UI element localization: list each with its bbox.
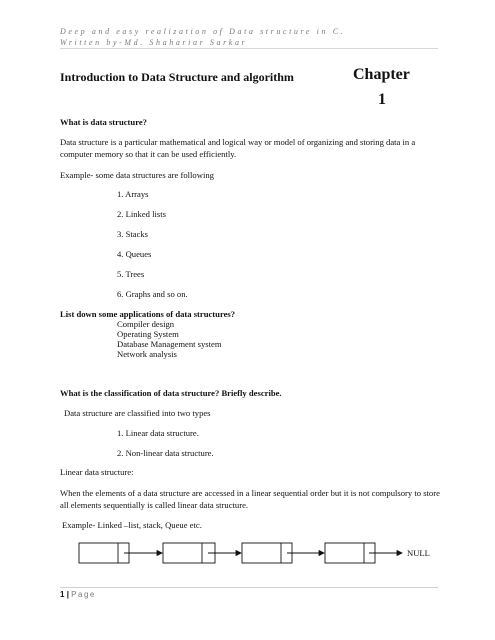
ds-list-item: 6. Graphs and so on. xyxy=(117,289,188,299)
page-footer xyxy=(60,590,96,599)
list-node-3 xyxy=(242,543,292,563)
ds-list-item: 3. Stacks xyxy=(117,229,149,239)
classification-intro: Data structure are classified into two types xyxy=(64,408,211,418)
application-item: Database Management system xyxy=(117,339,222,349)
linear-definition: When the elements of a data structure are accessed in a linear sequential order but it is not compulsory to store all elements sequentially is called linear data structure. xyxy=(60,488,440,510)
chapter-number: 1 xyxy=(378,91,386,108)
classification-type: 1. Linear data structure. xyxy=(117,428,199,438)
footer-separator: | xyxy=(66,590,69,599)
document-title: Introduction to Data Structure and algorithm xyxy=(60,70,294,84)
application-item: Compiler design xyxy=(117,319,175,329)
question-what-is-ds: What is data structure? xyxy=(60,117,147,127)
chapter-label: Chapter xyxy=(353,66,410,83)
list-node-2 xyxy=(163,543,215,563)
header-line-1: Deep and easy realization of Data structure in C. xyxy=(60,27,346,36)
question-applications: List down some applications of data structures? xyxy=(60,309,236,319)
linear-heading: Linear data structure: xyxy=(60,467,134,477)
ds-list-item: 1. Arrays xyxy=(117,189,149,199)
ds-list-item: 5. Trees xyxy=(117,269,145,279)
page-label: Page xyxy=(71,590,96,599)
classification-type: 2. Non-linear data structure. xyxy=(117,448,214,458)
question-classification: What is the classification of data structure? Briefly describe. xyxy=(60,388,282,398)
header-divider xyxy=(60,48,438,49)
list-node-4 xyxy=(325,543,375,563)
header-line-2: Written by-Md. Shahariar Sarkar xyxy=(60,38,248,47)
ds-example-intro: Example- some data structures are following xyxy=(60,170,214,180)
linked-list-diagram xyxy=(70,537,440,571)
application-item: Operating System xyxy=(117,329,179,339)
ds-list-item: 4. Queues xyxy=(117,249,152,259)
ds-definition: Data structure is a particular mathematical and logical way or model of organizing and storing data in a computer memory so that it can be used efficiently. xyxy=(60,137,416,159)
list-node-1 xyxy=(79,543,129,563)
null-label: NULL xyxy=(407,548,430,558)
application-item: Network analysis xyxy=(117,349,177,359)
linear-example: Example- Linked –list, stack, Queue etc. xyxy=(62,520,202,530)
ds-list-item: 2. Linked lists xyxy=(117,209,166,219)
footer-divider xyxy=(60,587,438,588)
page-number: 1 xyxy=(60,590,65,599)
